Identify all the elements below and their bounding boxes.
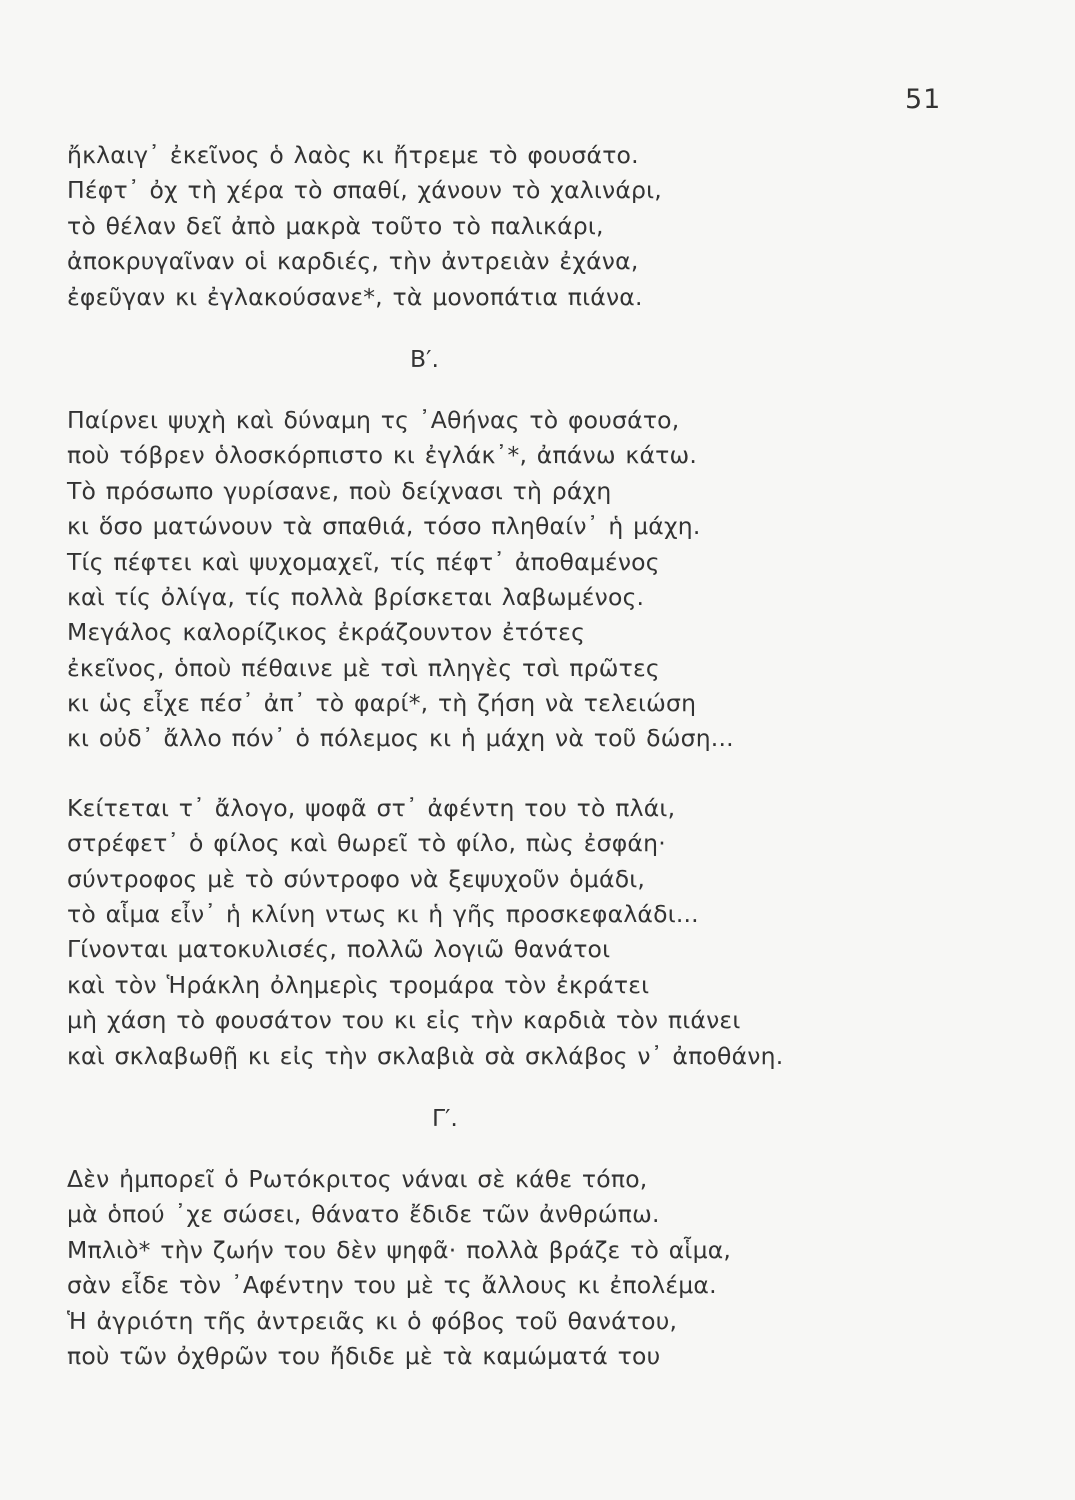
verse-line: καὶ τὸν Ἡράκλη ὀλημερὶς τρομάρα τὸν ἐκράτει (67, 970, 650, 999)
stanza-gap (67, 757, 1027, 791)
verse-line: τὸ θέλαν δεῖ ἀπὸ μακρὰ τοῦτο τὸ παλικάρι, (67, 211, 604, 240)
verse-line: σύντροφος μὲ τὸ σύντροφο νὰ ξεψυχοῦν ὁμάδι, (67, 864, 646, 893)
verse-line: Μπλιὸ* τὴν ζωήν του δὲν ψηφᾶ· πολλὰ βράζε τὸ αἷμα, (67, 1235, 732, 1264)
section-heading: Β′. (410, 344, 439, 373)
verse-line: μὰ ὁπού ᾿χε σώσει, θάνατο ἔδιδε τῶν ἀνθρώπω. (67, 1200, 660, 1229)
verse-line: μὴ χάση τὸ φουσάτον του κι εἰς τὴν καρδιὰ τὸν πιάνει (67, 1006, 741, 1035)
verse-line: κι οὐδ᾿ ἄλλο πόν᾿ ὁ πόλεμος κι ἡ μάχη νὰ τοῦ δώση... (67, 724, 734, 753)
verse-line: καὶ τίς ὀλίγα, τίς πολλὰ βρίσκεται λαβωμένος. (67, 582, 645, 611)
verse-line: Γίνονται ματοκυλισές, πολλῶ λογιῶ θανάτοι (67, 935, 611, 964)
verse-line: Κείτεται τ᾿ ἄλογο, ψοφᾶ στ᾿ ἀφέντη του τὸ πλάι, (67, 793, 676, 822)
poem-text (67, 138, 1027, 1374)
verse-line: Ἡ ἀγριότη τῆς ἀντρειᾶς κι ὁ φόβος τοῦ θανάτου, (67, 1306, 678, 1335)
stanza (67, 791, 1027, 1074)
stanza (67, 403, 1027, 757)
verse-line: Τίς πέφτει καὶ ψυχομαχεῖ, τίς πέφτ᾿ ἀποθαμένος (67, 547, 660, 576)
section-heading: Γ′. (432, 1103, 458, 1132)
verse-line: ποὺ τόβρεν ὁλοσκόρπιστο κι ἐγλάκ᾿*, ἀπάνω κάτω. (67, 441, 698, 470)
verse-line: ποὺ τῶν ὀχθρῶν του ἤδιδε μὲ τὰ καμώματά του (67, 1341, 661, 1370)
verse-line: Πέφτ᾿ ὀχ τὴ χέρα τὸ σπαθί, χάνουν τὸ χαλινάρι, (67, 176, 662, 205)
stanza (67, 1162, 1027, 1374)
verse-line: σὰν εἶδε τὸν ᾿Αφέντην του μὲ τς ἄλλους κι ἐπολέμα. (67, 1271, 717, 1300)
stanza (67, 138, 1027, 315)
verse-line: κι ὡς εἶχε πέσ᾿ ἀπ᾿ τὸ φαρί*, τὴ ζήση νὰ τελειώση (67, 689, 697, 718)
verse-line: κι ὅσο ματώνουν τὰ σπαθιά, τόσο πληθαίν᾿ ἡ μάχη. (67, 512, 701, 541)
verse-line: Δὲν ἠμπορεῖ ὁ Ρωτόκριτος νάναι σὲ κάθε τόπο, (67, 1164, 648, 1193)
verse-line: Παίρνει ψυχὴ καὶ δύναμη τς ᾿Αθήνας τὸ φουσάτο, (67, 405, 680, 434)
verse-line: καὶ σκλαβωθῇ κι εἰς τὴν σκλαβιὰ σὰ σκλάβος ν᾿ ἀποθάνη. (67, 1041, 784, 1070)
verse-line: στρέφετ᾿ ὁ φίλος καὶ θωρεῖ τὸ φίλο, πὼς ἐσφάη· (67, 829, 666, 858)
verse-line: Τὸ πρόσωπο γυρίσανε, ποὺ δείχνασι τὴ ράχη (67, 476, 612, 505)
verse-line: ἐφεῦγαν κι ἐγλακούσανε*, τὰ μονοπάτια πιάνα. (67, 282, 643, 311)
verse-line: τὸ αἷμα εἶν᾿ ἡ κλίνη ντως κι ἡ γῆς προσκεφαλάδι... (67, 900, 699, 929)
verse-line: Μεγάλος καλορίζικος ἐκράζουντον ἐτότες (67, 618, 586, 647)
page-number: 51 (905, 84, 942, 115)
verse-line: ἐκεῖνος, ὁποὺ πέθαινε μὲ τσὶ πληγὲς τσὶ πρῶτες (67, 653, 660, 682)
verse-line: ἤκλαιγ᾿ ἐκεῖνος ὁ λαὸς κι ἤτρεμε τὸ φουσάτο. (67, 141, 639, 169)
verse-line: ἀποκρυγαῖναν οἱ καρδιές, τὴν ἀντρειὰν ἐχάνα, (67, 247, 639, 276)
